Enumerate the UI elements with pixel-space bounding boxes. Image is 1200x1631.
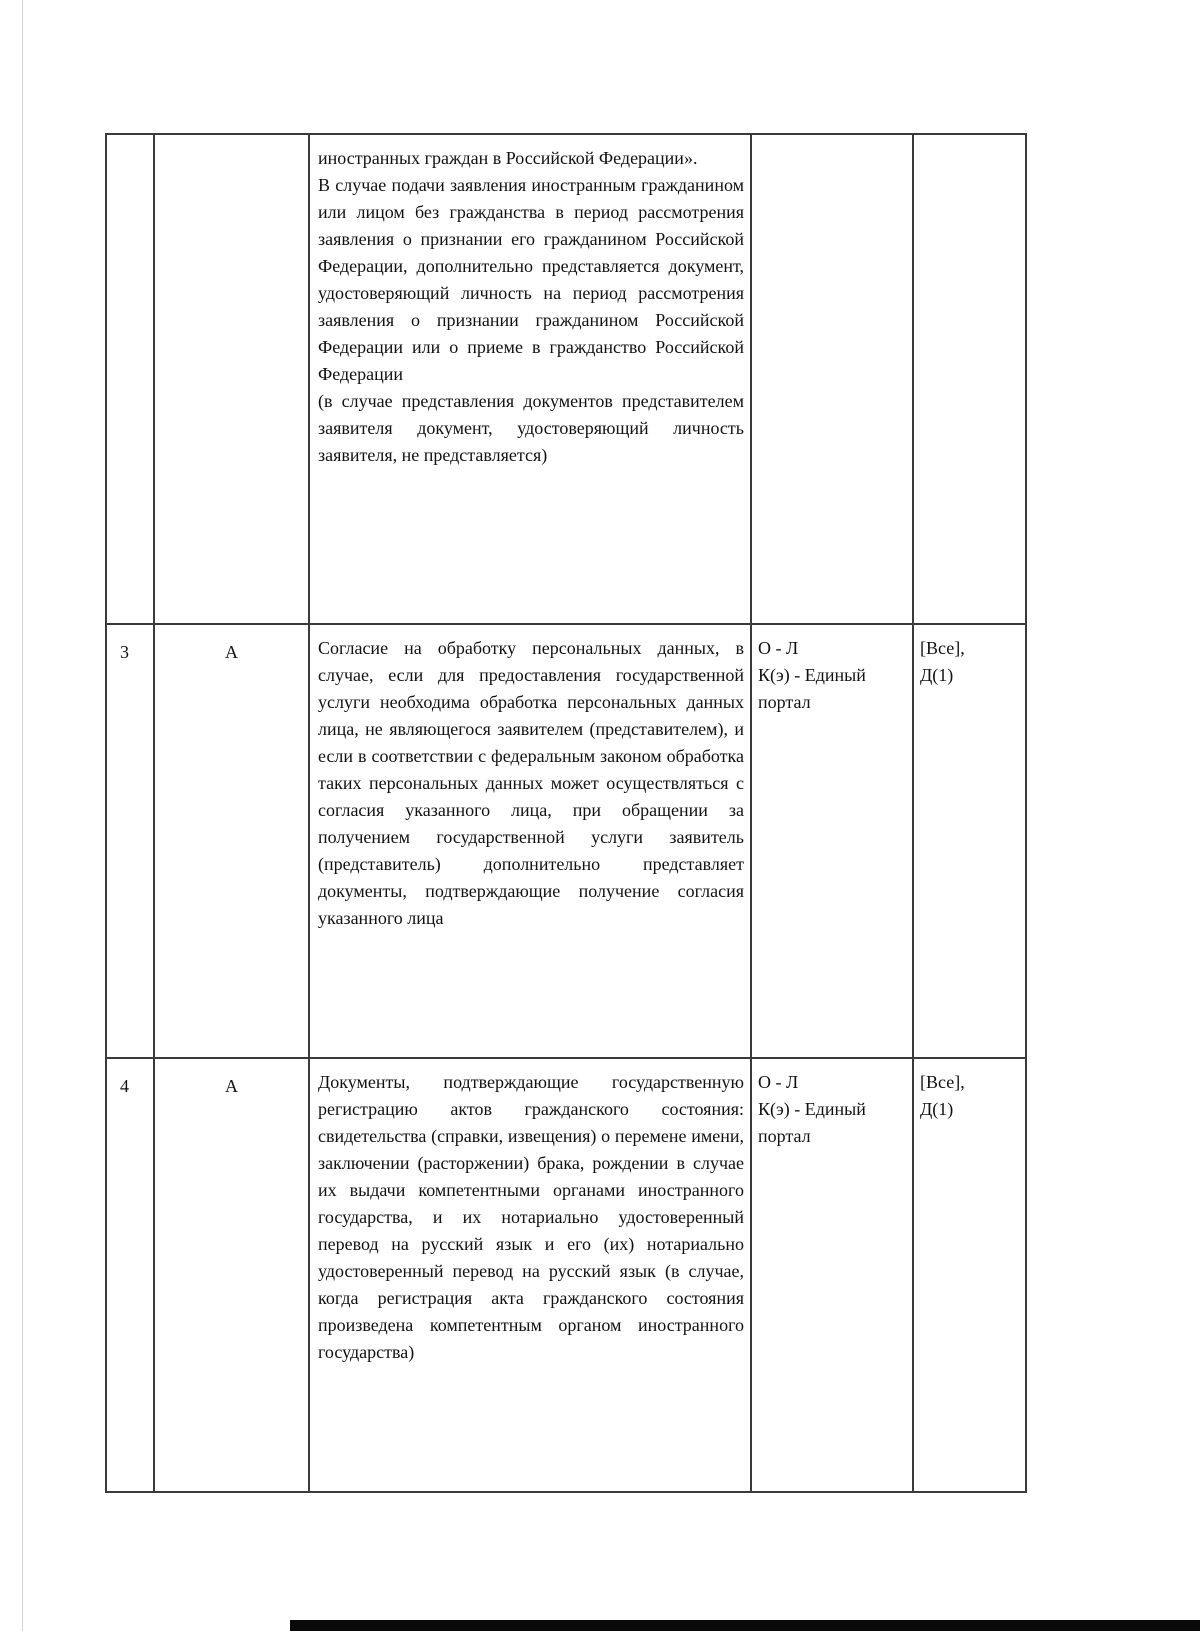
- form-line: К(э) - Единый: [758, 1099, 866, 1119]
- row-number-cell: 3: [106, 624, 154, 1058]
- category-cell: А: [154, 624, 309, 1058]
- form-cell: [751, 1058, 913, 1492]
- description-cell: [309, 624, 751, 1058]
- form-line: портал: [758, 692, 811, 712]
- scan-edge-left: [22, 0, 23, 1631]
- row-number-cell: 4: [106, 1058, 154, 1492]
- form-line: портал: [758, 1126, 811, 1146]
- description-paragraph: (в случае представления документов представителем заявителя документ, удостоверяющий личность заявителя, не представляется): [318, 391, 744, 465]
- description-paragraph: В случае подачи заявления иностранным гражданином или лицом без гражданства в период рассмотрения заявления о признании его гражданином Российской Федерации, дополнительно представляется документ, удостоверяющий личность на период рассмотрения заявления о признании гражданином Российской Федерации или о приеме в гражданство Российской Федерации: [318, 175, 744, 384]
- category-cell: А: [154, 1058, 309, 1492]
- requirement-line: [Все],: [920, 638, 965, 658]
- description-cell: [309, 1058, 751, 1492]
- description-paragraph: иностранных граждан в Российской Федерации».: [318, 148, 698, 168]
- requirement-line: [Все],: [920, 1072, 965, 1092]
- requirement-line: Д(1): [920, 1099, 954, 1119]
- document-table: [105, 133, 1027, 1493]
- requirement-cell: [913, 134, 1026, 624]
- requirement-line: Д(1): [920, 665, 954, 685]
- table-row: [106, 624, 1026, 1058]
- description-paragraph: Согласие на обработку персональных данных, в случае, если для предоставления государственной услуги необходима обработка персональных данных лица, не являющегося заявителем (представителем), и если в соответствии с федеральным законом обработка таких персональных данных может осуществляться с согласия указанного лица, при обращении за получением государственной услуги заявитель (представитель) дополнительно представляет документы, подтверждающие получение согласия указанного лица: [318, 638, 744, 928]
- requirement-cell: [913, 1058, 1026, 1492]
- form-cell: [751, 134, 913, 624]
- requirement-cell: [913, 624, 1026, 1058]
- description-cell: [309, 134, 751, 624]
- row-number-cell: [106, 134, 154, 624]
- description-paragraph: Документы, подтверждающие государственную регистрацию актов гражданского состояния: свидетельства (справки, извещения) о перемене имени, заключении (расторжении) брака, рождении в случае их выдачи компетентными органами иностранного государства, и их нотариально удостоверенный перевод на русский язык и его (их) нотариально удостоверенный перевод на русский язык (в случае, когда регистрация акта гражданского состояния произведена компетентным органом иностранного государства): [318, 1072, 744, 1362]
- form-line: О - Л: [758, 1072, 799, 1092]
- scan-edge-bottom: [290, 1620, 1200, 1631]
- form-cell: [751, 624, 913, 1058]
- table-row: [106, 134, 1026, 624]
- form-line: К(э) - Единый: [758, 665, 866, 685]
- category-cell: [154, 134, 309, 624]
- form-line: О - Л: [758, 638, 799, 658]
- table-row: [106, 1058, 1026, 1492]
